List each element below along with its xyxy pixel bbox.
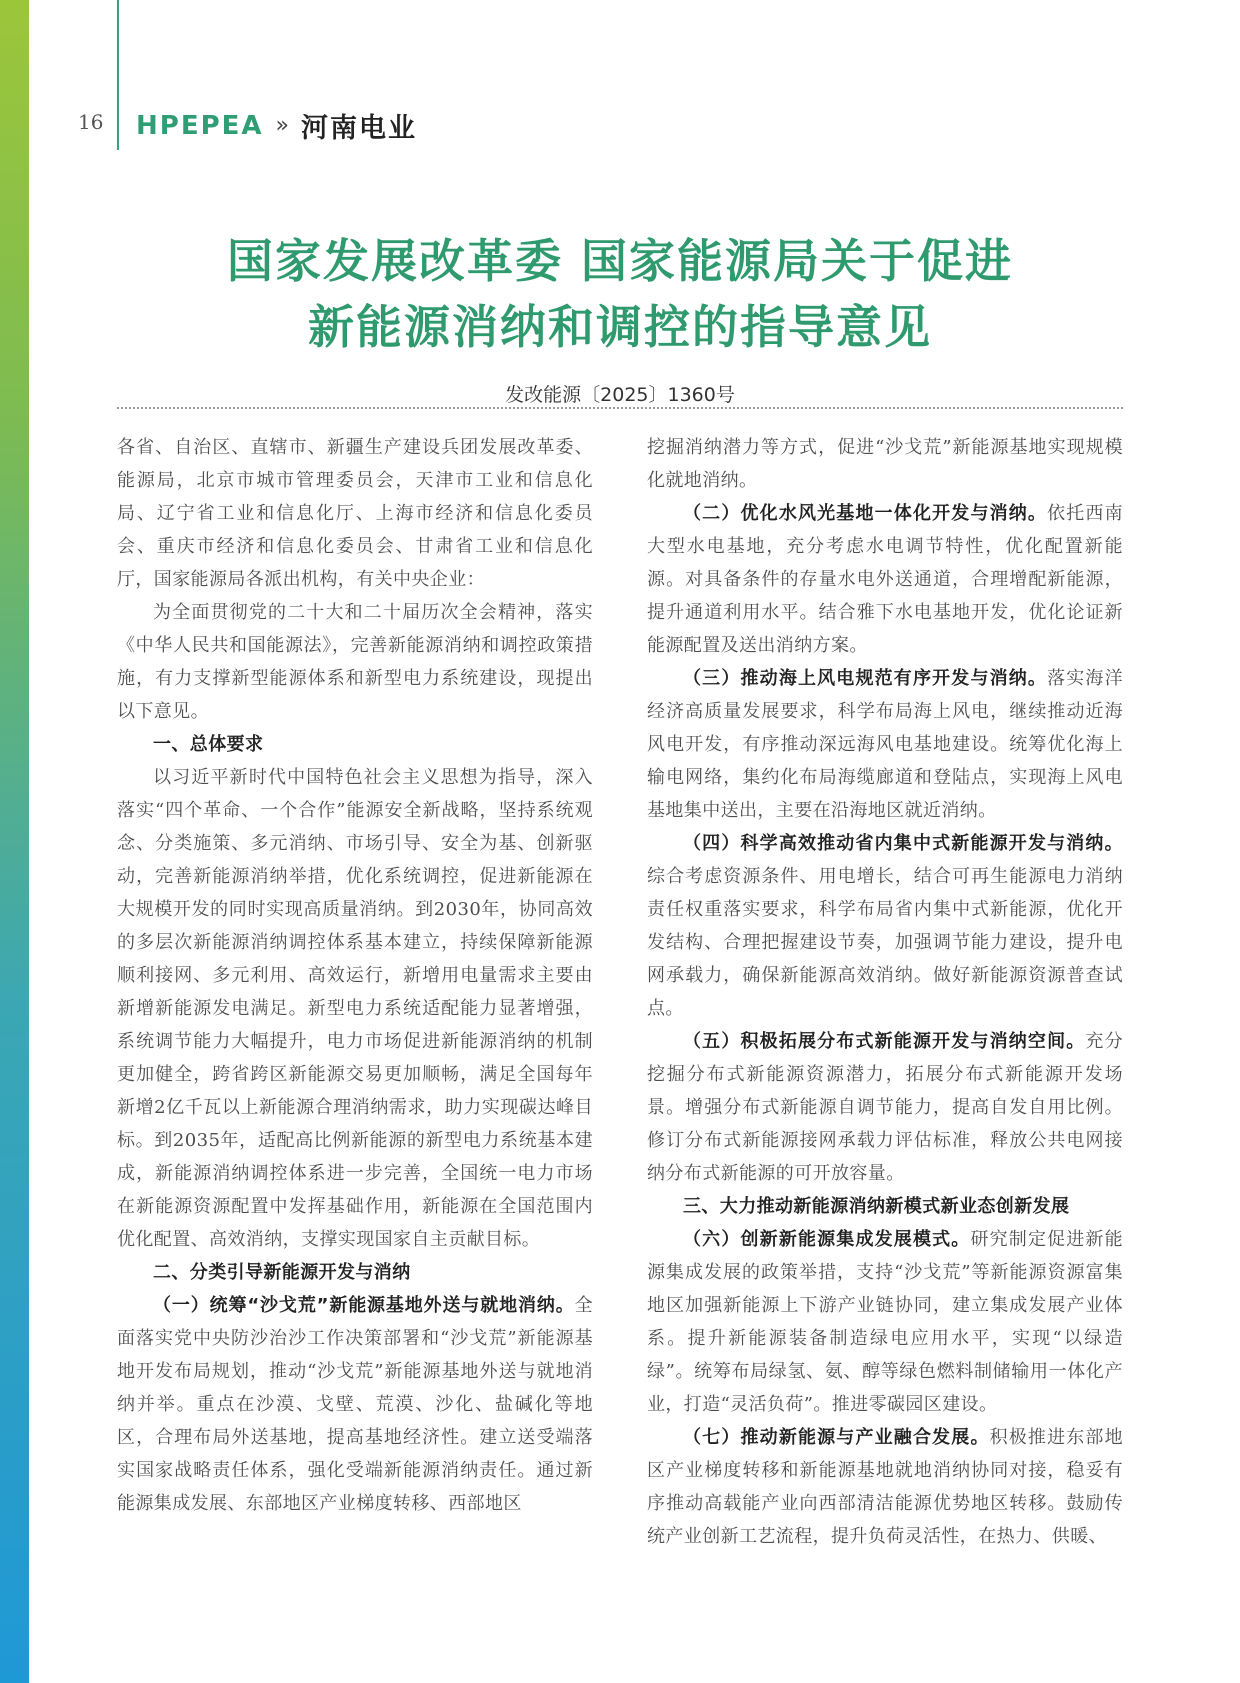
item-5-body: 充分挖掘分布式新能源资源潜力，拓展分布式新能源开发场景。增强分布式新能源自调节能力，提高自发自用比例。修订分布式新能源接网承载力评估标准，释放公共电网接纳分布式新能源的可开放容量。 (647, 1031, 1123, 1184)
item-2-paragraph (647, 497, 1123, 662)
article-title (100, 228, 1140, 360)
item-6-paragraph (647, 1223, 1123, 1421)
brand-separator: » (275, 113, 289, 138)
item-1-title: （一）统筹“沙戈荒”新能源基地外送与就地消纳。 (153, 1295, 575, 1316)
item-5-title: （五）积极拓展分布式新能源开发与消纳空间。 (683, 1031, 1086, 1052)
item-7-body: 积极推进东部地区产业梯度转移和新能源基地就地消纳协同对接，稳妥有序推动高载能产业向西部清洁能源优势地区转移。鼓励传统产业创新工艺流程，提升负荷灵活性，在热力、供暖、 (647, 1427, 1123, 1547)
item-4-paragraph (647, 827, 1123, 1025)
dotted-divider (117, 407, 1123, 409)
article-title-line-1: 国家发展改革委 国家能源局关于促进 (226, 234, 1013, 288)
item-6-body: 研究制定促进新能源集成发展的政策举措，支持“沙戈荒”等新能源资源富集地区加强新能源上下游产业链协同，建立集成发展产业体系。提升新能源装备制造绿电应用水平，实现“以绿造绿”。统筹布局绿氢、氨、醇等绿色燃料制储输用一体化产业，打造“灵活负荷”。推进零碳园区建设。 (647, 1229, 1123, 1415)
item-3-body: 落实海洋经济高质量发展要求，科学布局海上风电，继续推动近海风电开发，有序推动深远海风电基地建设。统筹优化海上输电网络，集约化布局海缆廊道和登陆点，实现海上风电基地集中送出，主要在沿海地区就近消纳。 (647, 668, 1123, 821)
item-7-title: （七）推动新能源与产业融合发展。 (683, 1427, 990, 1448)
section-heading-2: 二、分类引导新能源开发与消纳 (153, 1262, 411, 1283)
section-heading-1: 一、总体要求 (153, 734, 264, 755)
document-number: 发改能源〔2025〕1360号 (505, 384, 735, 406)
recipients-paragraph: 各省、自治区、直辖市、新疆生产建设兵团发展改革委、能源局，北京市城市管理委员会，天津市工业和信息化局、辽宁省工业和信息化厅、上海市经济和信息化委员会、重庆市经济和信息化委员会、甘肃省工业和信息化厅，国家能源局各派出机构，有关中央企业： (117, 437, 593, 590)
right-column (647, 431, 1123, 1553)
left-column (117, 431, 593, 1520)
section-1-paragraph: 以习近平新时代中国特色社会主义思想为指导，深入落实“四个革命、一个合作”能源安全新战略，坚持系统观念、分类施策、多元消纳、市场引导、安全为基、创新驱动，完善新能源消纳举措，优化系统调控，促进新能源在大规模开发的同时实现高质量消纳。到2030年，协同高效的多层次新能源消纳调控体系基本建立，持续保障新能源顺利接网、多元利用、高效运行，新增用电量需求主要由新增新能源发电满足。新型电力系统适配能力显著增强，系统调节能力大幅提升，电力市场促进新能源消纳的机制更加健全，跨省跨区新能源交易更加顺畅，满足全国每年新增2亿千瓦以上新能源合理消纳需求，助力实现碳达峰目标。到2035年，适配高比例新能源的新型电力系统基本建成，新能源消纳调控体系进一步完善，全国统一电力市场在新能源资源配置中发挥基础作用，新能源在全国范围内优化配置、高效消纳，支撑实现国家自主贡献目标。 (117, 767, 593, 1250)
item-4-body: 综合考虑资源条件、用电增长，结合可再生能源电力消纳责任权重落实要求，科学布局省内集中式新能源，优化开发结构、合理把握建设节奏，加强调节能力建设，提升电网承载力，确保新能源高效消纳。做好新能源资源普查试点。 (647, 866, 1123, 1019)
item-7-paragraph (647, 1421, 1123, 1553)
item-3-paragraph (647, 662, 1123, 827)
continued-paragraph: 挖掘消纳潜力等方式，促进“沙戈荒”新能源基地实现规模化就地消纳。 (647, 437, 1123, 491)
intro-paragraph: 为全面贯彻党的二十大和二十届历次全会精神，落实《中华人民共和国能源法》，完善新能源消纳和调控政策措施，有力支撑新型能源体系和新型电力系统建设，现提出以下意见。 (117, 602, 593, 722)
item-4-title: （四）科学高效推动省内集中式新能源开发与消纳。 (683, 833, 1123, 854)
section-heading-3: 三、大力推动新能源消纳新模式新业态创新发展 (683, 1196, 1070, 1217)
header-divider-line (117, 0, 119, 150)
magazine-brand (136, 106, 417, 145)
item-1-body: 全面落实党中央防沙治沙工作决策部署和“沙戈荒”新能源基地开发布局规划，推动“沙戈荒”新能源基地外送与就地消纳并举。重点在沙漠、戈壁、荒漠、沙化、盐碱化等地区，合理布局外送基地，提高基地经济性。建立送受端落实国家战略责任体系，强化受端新能源消纳责任。通过新能源集成发展、东部地区产业梯度转移、西部地区 (117, 1295, 593, 1514)
page-number: 16 (78, 110, 104, 134)
article-title-line-2: 新能源消纳和调控的指导意见 (308, 300, 932, 354)
item-5-paragraph (647, 1025, 1123, 1190)
brand-logo-chinese: 河南电业 (300, 113, 417, 144)
item-2-title: （二）优化水风光基地一体化开发与消纳。 (683, 503, 1048, 524)
item-6-title: （六）创新新能源集成发展模式。 (683, 1229, 971, 1250)
item-1-paragraph (117, 1289, 593, 1520)
brand-logo-latin: HPEPEA (136, 110, 264, 141)
item-3-title: （三）推动海上风电规范有序开发与消纳。 (683, 668, 1048, 689)
item-2-body: 依托西南大型水电基地，充分考虑水电调节特性，优化配置新能源。对具备条件的存量水电外送通道，合理增配新能源，提升通道利用水平。结合雅下水电基地开发，优化论证新能源配置及送出消纳方案。 (647, 503, 1123, 656)
decorative-side-bar (0, 0, 29, 1683)
